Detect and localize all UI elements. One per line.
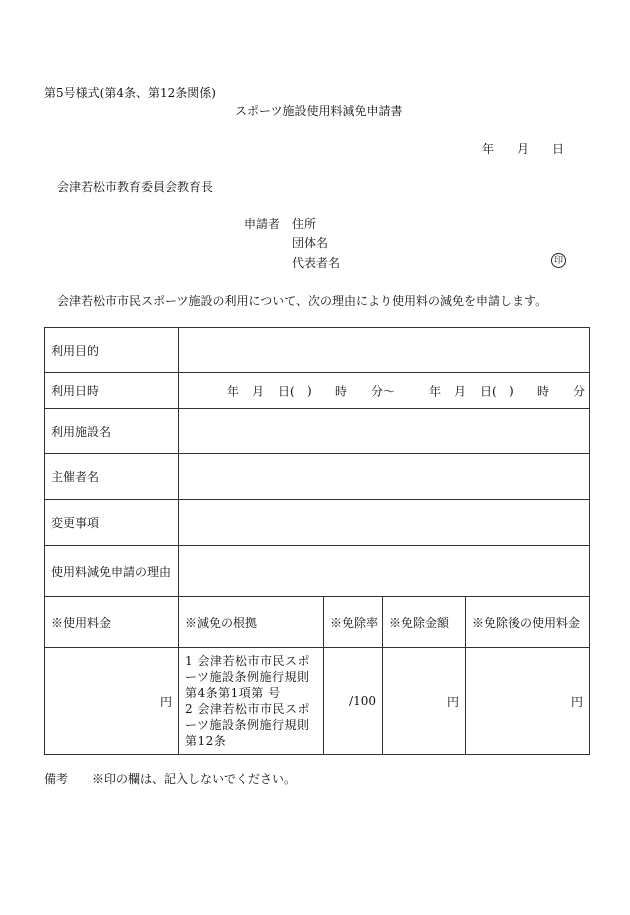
intro-text: 会津若松市市民スポーツ施設の利用について、次の理由により使用料の減免を申請します。	[57, 294, 548, 308]
fee-header-row	[45, 597, 590, 648]
reason-field[interactable]	[179, 546, 590, 597]
date-day-label: 日	[552, 142, 565, 156]
table-row	[45, 454, 590, 500]
dt-month-2: 月	[454, 384, 467, 398]
after-unit: 円	[570, 694, 583, 709]
dt-paren-1: )	[307, 383, 312, 398]
basis-item-2: 2 会津若松市市民スポーツ施設条例施行規則第12条	[185, 702, 310, 748]
table-row	[45, 409, 590, 454]
facility-field[interactable]	[179, 409, 590, 454]
header-fee-after: ※免除後の使用料金	[466, 597, 590, 648]
basis-item-1: 1 会津若松市市民スポーツ施設条例施行規則第4条第1項第 号	[185, 654, 310, 700]
header-exempt-amount: ※免除金額	[383, 597, 466, 648]
date-year-label: 年	[482, 142, 495, 156]
representative-label: 代表者名	[292, 256, 341, 270]
date-month-label: 月	[517, 142, 530, 156]
row-label-facility: 利用施設名	[45, 409, 179, 454]
table-row	[45, 500, 590, 546]
dt-day-2: 日(	[480, 384, 497, 398]
rate-denominator: /100	[349, 694, 376, 708]
table-row	[45, 373, 590, 409]
dt-minute-2: 分	[573, 384, 586, 398]
basis-value	[179, 648, 324, 755]
fee-after-value[interactable]	[466, 648, 590, 755]
application-table	[44, 327, 590, 755]
table-row	[45, 328, 590, 373]
fee-unit: 円	[159, 694, 172, 709]
exempt-amount-value[interactable]	[383, 648, 466, 755]
fee-value[interactable]	[45, 648, 179, 755]
address-label: 住所	[292, 217, 317, 231]
applicant-label: 申請者	[244, 217, 281, 231]
dt-paren-2: )	[509, 383, 514, 398]
dt-hour-2: 時	[537, 384, 550, 398]
header-basis: ※減免の根拠	[179, 597, 324, 648]
note-label: 備考	[44, 772, 69, 786]
organizer-field[interactable]	[179, 454, 590, 500]
group-name-label: 団体名	[292, 236, 329, 250]
dt-month-1: 月	[252, 384, 265, 398]
dt-year-1: 年	[227, 384, 240, 398]
header-fee: ※使用料金	[45, 597, 179, 648]
note-text: ※印の欄は、記入しないでください。	[92, 772, 297, 786]
dt-year-2: 年	[429, 384, 442, 398]
row-label-organizer: 主催者名	[45, 454, 179, 500]
table-row	[45, 546, 590, 597]
row-label-purpose: 利用目的	[45, 328, 179, 373]
row-label-reason: 使用料減免申請の理由	[45, 546, 179, 597]
dt-day-1: 日(	[278, 384, 295, 398]
rate-value[interactable]	[324, 648, 383, 755]
row-label-changes: 変更事項	[45, 500, 179, 546]
fee-value-row	[45, 648, 590, 755]
header-rate: ※免除率	[324, 597, 383, 648]
purpose-field[interactable]	[179, 328, 590, 373]
changes-field[interactable]	[179, 500, 590, 546]
form-title: スポーツ施設使用料減免申請書	[235, 104, 403, 118]
dt-minute-1: 分〜	[371, 384, 396, 398]
dt-hour-1: 時	[335, 384, 348, 398]
addressee: 会津若松市教育委員会教育長	[57, 180, 214, 194]
form-number: 第5号様式(第4条、第12条関係)	[44, 86, 216, 100]
datetime-field[interactable]	[179, 373, 590, 409]
exempt-unit: 円	[446, 694, 459, 709]
seal-mark: 印	[551, 253, 566, 268]
row-label-datetime: 利用日時	[45, 373, 179, 409]
